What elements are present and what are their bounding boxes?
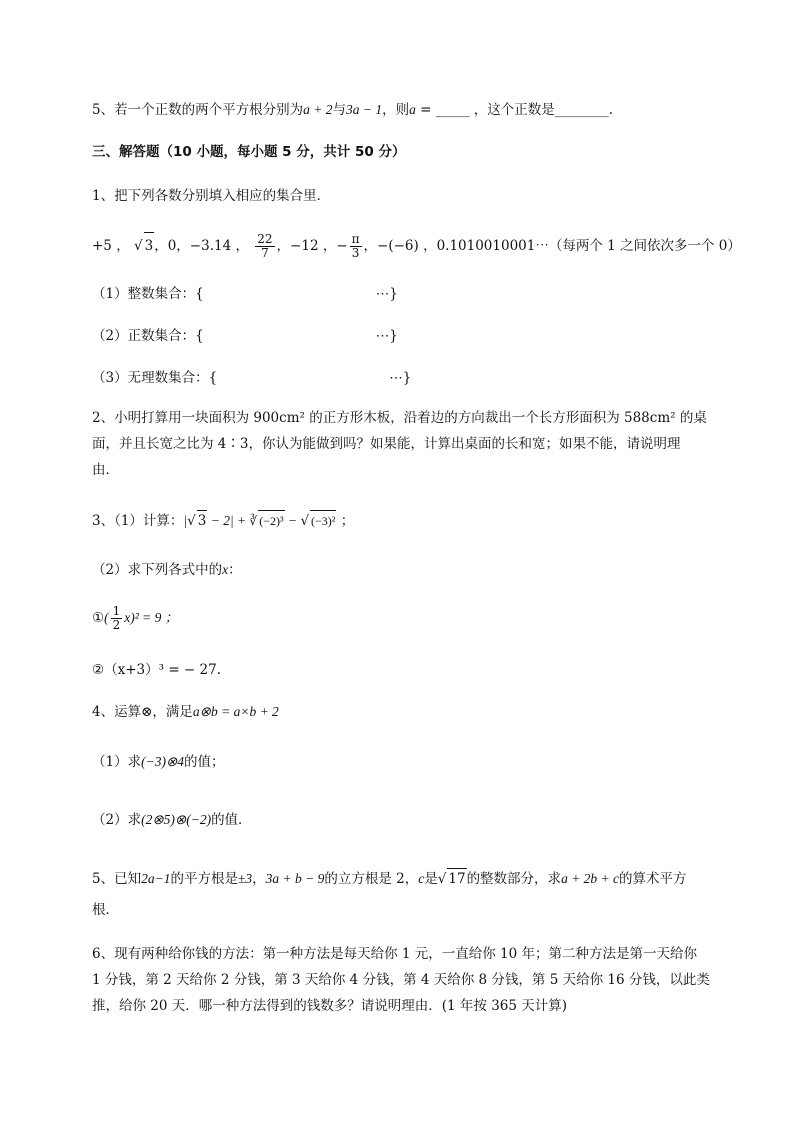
problem-2-line2: 面，并且长宽之比为 4∶3，你认为能做到吗？如果能，计算出桌面的长和宽；如果不能，请说明理 bbox=[92, 436, 681, 452]
eq1-paren: ( bbox=[104, 610, 109, 625]
problem-5-line2: 根． bbox=[92, 902, 119, 918]
set-irrationals bbox=[92, 368, 411, 388]
p3-abs-open: | bbox=[183, 513, 188, 528]
q5-var: a bbox=[409, 102, 416, 117]
fraction-22-7 bbox=[255, 233, 274, 260]
problem-6-line1: 6、现有两种给你钱的方法：第一种方法是每天给你 1 元，一直给你 10 年；第二种方法是第一天给你 bbox=[92, 946, 698, 962]
p5-a: 5、已知 bbox=[92, 871, 142, 887]
p3-sqrt3: 3 bbox=[197, 510, 208, 531]
p3-end: ； bbox=[336, 513, 355, 529]
q5-eq: = _____ ，这个正数是________. bbox=[415, 102, 614, 118]
p5-m: 的算术平方 bbox=[619, 871, 687, 887]
p4-part2-end: 的值． bbox=[211, 812, 252, 828]
p5-c-var: c bbox=[418, 871, 425, 886]
frac-den: 3 bbox=[351, 246, 360, 260]
p5-expr-2a-1: 2a−1 bbox=[141, 871, 171, 886]
p3-part2-end: ： bbox=[228, 562, 242, 578]
eq2-text: ②（x+3）³ = − 27. bbox=[92, 662, 221, 678]
num-plus5: +5 ， bbox=[92, 238, 130, 254]
set-irrationals-label: （3）无理数集合：{ bbox=[92, 370, 218, 386]
p4-intro-text: 4、运算⊗，满足 bbox=[92, 704, 193, 720]
num-list-b: ，−12 ，− bbox=[276, 238, 348, 254]
p5-g: 的立方根是 2， bbox=[324, 871, 419, 887]
q5-expr2: 3a − 1 bbox=[345, 102, 383, 117]
p5-pm3: ±3 bbox=[237, 871, 253, 886]
q5-after: ，则 bbox=[382, 102, 410, 118]
problem-3-eq1 bbox=[92, 604, 178, 632]
p5-c: 的平方根是 bbox=[170, 871, 238, 887]
p5-sqrt17: 17 bbox=[447, 868, 466, 889]
set-integers bbox=[92, 284, 398, 304]
num-list-c: ，−(−6) ，0.1010010001⋯（每两个 1 之间依次多一个 0） bbox=[363, 238, 741, 254]
p4-part1-end: 的值； bbox=[184, 754, 225, 770]
set-positives bbox=[92, 326, 398, 346]
frac-num: π bbox=[351, 232, 360, 246]
set-irrationals-end: ⋯} bbox=[389, 370, 412, 386]
eq1-rest: x)² = 9 ； bbox=[124, 610, 179, 625]
problem-1-intro: 1、把下列各数分别填入相应的集合里． bbox=[92, 188, 331, 204]
p4-part2-label: （2）求 bbox=[92, 812, 142, 828]
p3-part2-text: （2）求下列各式中的 bbox=[92, 562, 223, 578]
problem-6-line3: 推，给你 20 天．哪一种方法得到的钱数多？请说明理由．(1 年按 365 天计算) bbox=[92, 998, 568, 1014]
q5-text: 5、若一个正数的两个平方根分别为 bbox=[92, 102, 304, 118]
problem-2-line1: 2、小明打算用一块面积为 900cm² 的正方形木板，沿着边的方向裁出一个长方形面积为 588cm² 的桌 bbox=[92, 410, 707, 426]
p3-minus2: − 2| + bbox=[207, 513, 250, 528]
frac-num: 22 bbox=[257, 232, 273, 246]
set-positives-label: （2）正数集合：{ bbox=[92, 328, 204, 344]
p5-expr-sum: a + 2b + c bbox=[561, 871, 620, 886]
frac-den: 7 bbox=[261, 246, 269, 260]
problem-3-eq2 bbox=[92, 660, 221, 680]
problem-6-line2: 1 分钱，第 2 天给你 2 分钱，第 3 天给你 4 分钱，第 4 天给你 8 分钱，第 5 天给你 16 分钱，以此类 bbox=[92, 972, 710, 988]
num-sqrt3: 3 bbox=[144, 232, 155, 259]
p5-k: 的整数部分，求 bbox=[466, 871, 562, 887]
problem-2-line3: 由． bbox=[92, 462, 119, 478]
p5-expr-3a: 3a + b − 9 bbox=[265, 871, 325, 886]
p3-sqrt-term: (−3)² bbox=[310, 510, 336, 531]
problem-5-line1: 5、已知2a−1的平方根是±3，3a + b − 9的立方根是 2，c是√ 17的整数部分，求a + 2b + c的算术平方 bbox=[92, 868, 687, 889]
p5-i: 是 bbox=[424, 871, 438, 887]
q5-mid: 与 bbox=[332, 102, 346, 118]
problem-1-numbers: +5 ， √ 3，0，−3.14 ， $\frac{22}{7}$ ，−12 ，− $\frac{\pi}{3}$ ，−(−6) ，0.1010010001⋯（每两个 1 之间依次多一个 0） bbox=[92, 232, 741, 260]
section-title: 三、解答题（10 小题，每小题 5 分，共计 50 分） bbox=[92, 144, 406, 160]
num-list-a: ，0，−3.14 ， bbox=[154, 238, 249, 254]
p4-operation: a⊗b = a×b + 2 bbox=[192, 704, 279, 719]
circled-1: ① bbox=[92, 610, 105, 626]
set-positives-end: ⋯} bbox=[375, 328, 398, 344]
set-integers-end: ⋯} bbox=[375, 286, 398, 302]
problem-4-part2 bbox=[92, 810, 252, 830]
problem-3-part1: 3、（1）计算：|√ 3 − 2| + ∛ (−2)³ − √ (−3)² ； bbox=[92, 510, 354, 531]
set-integers-label: （1）整数集合：{ bbox=[92, 286, 204, 302]
fraction-1-2 bbox=[111, 605, 123, 632]
question-5-fill bbox=[92, 100, 613, 120]
fraction-pi-3 bbox=[350, 233, 362, 260]
problem-4-intro bbox=[92, 702, 279, 722]
p3-var-x: x bbox=[222, 562, 229, 577]
p4-part1-label: （1）求 bbox=[92, 754, 142, 770]
p3-minus: − bbox=[284, 513, 301, 528]
q5-expr1: a + 2 bbox=[303, 102, 333, 117]
frac-num: 1 bbox=[112, 604, 121, 618]
p4-part2-expr: (2⊗5)⊗(−2) bbox=[141, 812, 212, 827]
frac-den: 2 bbox=[112, 618, 121, 632]
p3-cube-root: (−2)³ bbox=[258, 510, 284, 531]
problem-3-part2 bbox=[92, 560, 242, 580]
problem-4-part1 bbox=[92, 752, 225, 772]
p4-part1-expr: (−3)⊗4 bbox=[141, 754, 185, 769]
p3-prefix: 3、（1）计算： bbox=[92, 513, 184, 529]
p5-e: ， bbox=[252, 871, 266, 887]
